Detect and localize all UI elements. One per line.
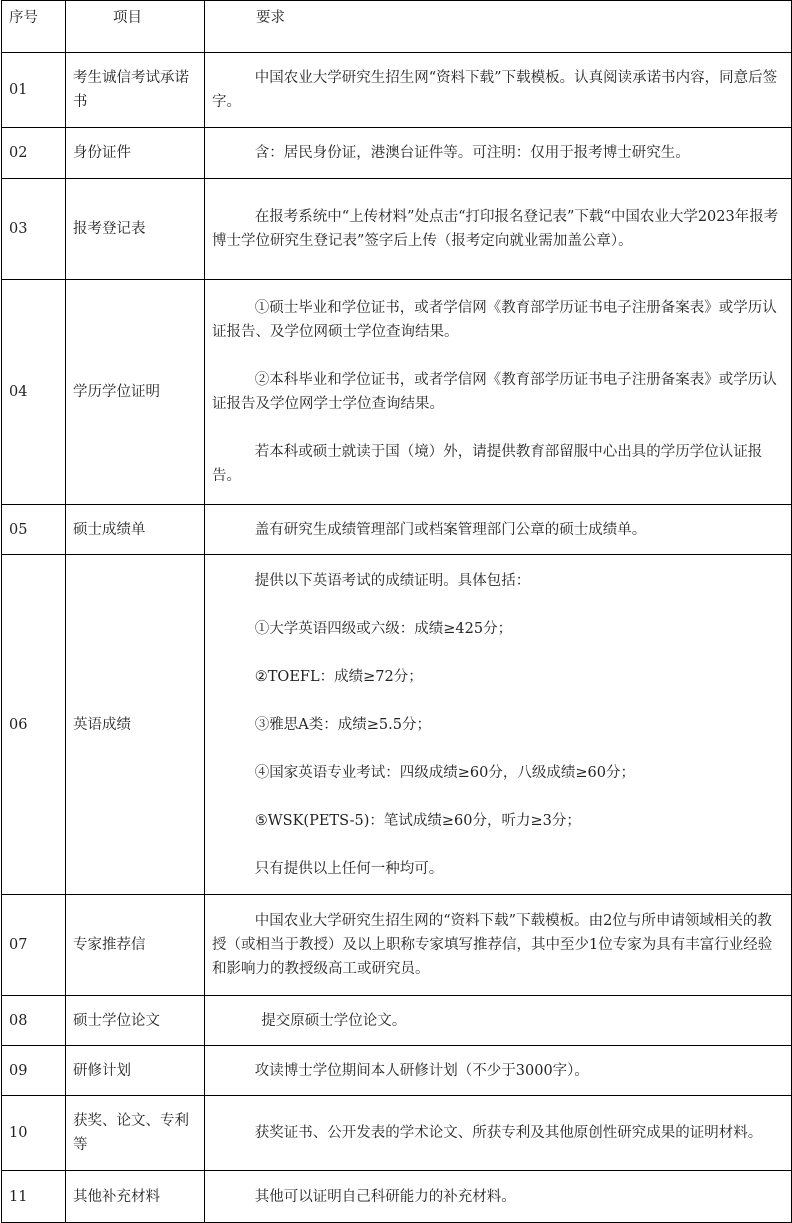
header-requirement-label: 要求	[256, 10, 285, 26]
row-number: 09	[2, 1046, 66, 1096]
row-number: 03	[2, 179, 66, 280]
requirement-text: ⑤WSK(PETS-5)：笔试成绩≥60分，听力≥3分；	[254, 812, 581, 829]
row-item: 考生诚信考试承诺书	[66, 53, 205, 128]
row-number: 04	[2, 280, 66, 505]
requirement-text: 中国农业大学研究生招生网的“资料下载”下载模板。由2位与所申请领域相关的教授（或相当于教授）及以上职称专家填写推荐信，其中至少1位专家为具有丰富行业经验和影响力的教授级高工或研究员。	[212, 913, 773, 977]
row-item: 身份证件	[66, 128, 205, 179]
requirement-text: 获奖证书、公开发表的学术论文、所获专利及其他原创性研究成果的证明材料。	[254, 1125, 763, 1141]
header-cell-no	[2, 1, 66, 53]
row-item: 专家推荐信	[66, 895, 205, 996]
requirement-text: ③雅思A类：成绩≥5.5分；	[254, 716, 431, 733]
row-requirement	[205, 1046, 792, 1096]
table-row	[2, 505, 792, 555]
row-number: 07	[2, 895, 66, 996]
table-header-row	[2, 1, 792, 53]
requirement-text: 攻读博士学位期间本人研修计划（不少于3000字）。	[254, 1062, 589, 1079]
row-requirement	[205, 179, 792, 280]
requirement-text: ①大学英语四级或六级：成绩≥425分；	[254, 620, 513, 637]
requirement-text: 提供以下英语考试的成绩证明。具体包括：	[254, 572, 531, 589]
row-number: 06	[2, 555, 66, 895]
requirement-text: ②本科毕业和学位证书，或者学信网《教育部学历证书电子注册备案表》或学历认证报告及学位网学士学位查询结果。	[212, 372, 777, 412]
requirement-text: ①硕士毕业和学位证书，或者学信网《教育部学历证书电子注册备案表》或学历认证报告、及学位网硕士学位查询结果。	[212, 300, 777, 340]
requirement-text: 中国农业大学研究生招生网“资料下载”下载模板。认真阅读承诺书内容，同意后签字。	[212, 70, 778, 110]
table-row	[2, 128, 792, 179]
header-no-label: 序号	[9, 10, 38, 26]
requirement-text: 在报考系统中“上传材料”处点击“打印报名登记表”下载“中国农业大学2023年报考博士学位研究生登记表”签字后上传（报考定向就业需加盖公章）。	[212, 209, 779, 249]
row-requirement	[205, 128, 792, 179]
row-number: 10	[2, 1096, 66, 1171]
requirement-text: 含：居民身份证，港澳台证件等。可注明：仅用于报考博士研究生。	[254, 145, 690, 161]
table-row	[2, 179, 792, 280]
row-item: 学历学位证明	[66, 280, 205, 505]
requirement-text: 若本科或硕士就读于国（境）外，请提供教育部留服中心出具的学历学位认证报告。	[212, 444, 763, 484]
row-item: 其他补充材料	[66, 1171, 205, 1223]
requirement-text: ②TOEFL：成绩≥72分；	[254, 668, 423, 685]
table-row	[2, 1096, 792, 1171]
header-cell-item	[66, 1, 205, 53]
table-row	[2, 1171, 792, 1223]
row-item: 研修计划	[66, 1046, 205, 1096]
requirement-text: 其他可以证明自己科研能力的补充材料。	[254, 1188, 516, 1205]
row-requirement	[205, 996, 792, 1046]
row-item: 硕士成绩单	[66, 505, 205, 555]
row-number: 02	[2, 128, 66, 179]
table-row	[2, 53, 792, 128]
row-item: 硕士学位论文	[66, 996, 205, 1046]
requirements-table	[1, 0, 792, 1223]
row-requirement	[205, 505, 792, 555]
table-row	[2, 280, 792, 505]
row-requirement	[205, 555, 792, 895]
table-row	[2, 996, 792, 1046]
table-row	[2, 1046, 792, 1096]
requirement-text: ④国家英语专业考试：四级成绩≥60分，八级成绩≥60分；	[254, 764, 635, 781]
table-row	[2, 555, 792, 895]
row-number: 08	[2, 996, 66, 1046]
row-number: 01	[2, 53, 66, 128]
row-item: 获奖、论文、专利等	[66, 1096, 205, 1171]
row-requirement	[205, 280, 792, 505]
requirement-text: 提交原硕士学位论文。	[261, 1012, 407, 1029]
row-requirement	[205, 1171, 792, 1223]
row-number: 11	[2, 1171, 66, 1223]
row-requirement	[205, 1096, 792, 1171]
row-requirement	[205, 53, 792, 128]
header-item-label: 项目	[113, 10, 142, 26]
row-requirement	[205, 895, 792, 996]
table-row	[2, 895, 792, 996]
header-cell-requirement	[205, 1, 792, 53]
row-item: 英语成绩	[66, 555, 205, 895]
row-item: 报考登记表	[66, 179, 205, 280]
requirement-text: 只有提供以上任何一种均可。	[254, 860, 444, 877]
row-number: 05	[2, 505, 66, 555]
requirement-text: 盖有研究生成绩管理部门或档案管理部门公章的硕士成绩单。	[254, 521, 647, 538]
